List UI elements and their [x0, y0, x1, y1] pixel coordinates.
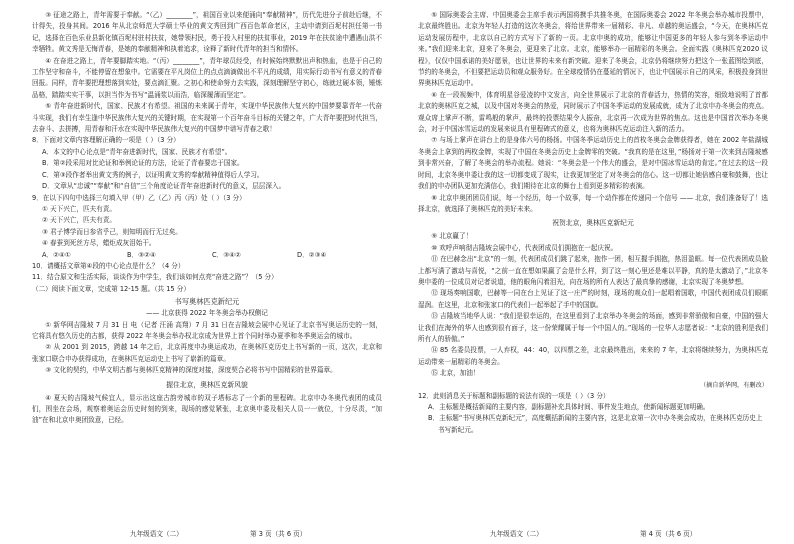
- article-paragraph: ③ 文化的契约，中华文明古都与奥林匹克精神的深度对接，深度契合必将书写中国精彩的世界篇章。: [45, 366, 337, 375]
- article-paragraph: ⑨ 北京赢了！: [431, 232, 473, 241]
- article-paragraph: ⑬ 吉隆坡当地华人说：“我们是很幸运的，在这里看到了北京举办冬奥会的场面，感到非常骄傲和自豪，中国的强大让我们在海外的华人也感到很有面子，这一份荣耀属于每一个中国人的。”现场的一位华人志愿者说：“北京的胜利是我们所有人的骄傲。”: [418, 312, 768, 343]
- page-footer-number: 第 3 页（共 6 页）: [250, 530, 307, 538]
- question-9-option-b: B．③②④: [127, 250, 156, 259]
- left-column: [32, 10, 382, 427]
- page-footer-subject: 九年级语文（二）: [490, 530, 543, 538]
- article-paragraph: ⑫ 现场奏响国歌，巴赫等一同在台上见证了这一庄严的时刻，现场的观众们一起唱着国歌，中国代表团成员们眼眶湿润。在这里，北京和张家口的代表们一起举起了手中的国旗。: [418, 289, 768, 309]
- article-paragraph: ⑭ 85 名委员投票，一人弃权，44：40，以四票之差，北京最终胜出，来来的 7 年，北京将继续努力，为奥林匹克运动带来一届精彩的冬奥会。: [418, 346, 768, 366]
- question-9-option-c: C．③④②: [212, 250, 241, 259]
- article-subheading: 祝贺北京，奥林匹克新纪元: [552, 219, 634, 228]
- paragraph: ③ 征途之路上，青年需要于奉献。“（乙）________”，祖国百业以来便涌向“奉献精神”，历代先进分子前赴后继，不计得失，投身其间。2016 年从北京师范大学硕士毕业的黄文秀回到广西百色革命老区，主动申请到百坭村担任第一书记，选择在百色乐业县新化镇百坭村驻村扶贫，她带领村民，勇于投入村里的扶贫事业，2019 年在扶贫途中遭遇山洪不幸牺牲。黄文秀是无悔青春，是她的奉献精神和执着追求，诠释了新时代青年的担当和情怀。: [32, 11, 382, 54]
- question-8-stem: 8．下面对文章内容理解正确的一项是（ ）（3 分）: [32, 136, 180, 145]
- question-9-stem: 9．在以下四句中选择三句填入甲（甲）乙（乙）丙（丙）处（ ）（3 分）: [32, 193, 246, 202]
- question-9-line: ② 天下兴亡，匹夫有责。: [42, 216, 116, 225]
- article-subheading: 握住北京，奥林匹克新风貌: [166, 380, 248, 389]
- article-source: （摘自新华网，有删改）: [699, 381, 768, 389]
- question-8-option-b: B．第②段采用对比论证和举例论证的方法，论证了青春要忠于国家。: [42, 159, 244, 168]
- section-heading: （二）阅读下面文章，完成第 12-15 题。（共 15 分）: [32, 284, 190, 293]
- question-8-option-d: D．文章从“忠诚”“奉献”和“自信”三个角度论证青年奋进新时代的意义，层层深入。: [42, 182, 286, 191]
- article-paragraph: ⑦ 与场上掌声在讲台上的是身体六号的杨扬。中国冬季运动历史上的首枚冬奥会金牌获得者，她在 2002 年盐湖城冬奥会上拿到的两枚金牌，实现了中国在冬奥会历史上金牌零的突破。“我真的是在这里，”杨扬对于第一次来到吉隆坡感到非常兴奋，了解了冬奥会的举办流程。她说：“冬奥会是一个伟大的盛会，是对中国冰雪运动的肯定。”在过去的这一段时间，北京冬奥申委让我的这一切都变成了现实，让我更加坚定了对冬奥会的信心。这一切都让她倍感自豪和鼓舞，也让我们的申办团队更加充满信心，我们期待在北京的舞台上看到更多精彩的表演。: [418, 136, 768, 191]
- question-12-stem: 12．此则消息关于标题和副标题的说法有误的一项是（ ）（3 分）: [418, 391, 610, 400]
- paragraph: ④ 在奋进之路上，青年要脚踏实地。“（丙）________”，青年球员经受，有时候始终默默出声和热血，也是于自己的工作坚守和奋斗，不能停留在想象中。它需要在平凡岗位上的点点滴滴做出不平凡的成绩，用实际行动书写有意义的青春回报。同样，青年要把理想落到实处，要点滴汇聚。之初心和使命努力去实践，深刻理解坚守初心，练就过硬本领，锤炼品格，踏踏实实干事，以担当作为书写“温涌浆以而浩，临深履薄而坚定”。: [32, 56, 382, 99]
- page-footer-subject: 九年级语文（二）: [130, 530, 183, 538]
- question-9-line: ① 天下兴亡，匹夫有责。: [42, 204, 116, 213]
- article-subtitle: —— 北京获得 2022 年冬奥会举办权侧记: [146, 309, 268, 318]
- question-9-options: [32, 250, 382, 261]
- right-column: [418, 10, 768, 436]
- question-9-option-a: A．②④①: [42, 250, 71, 259]
- article-paragraph: ⑩ 欢呼声响彻吉隆坡会展中心，代表团成员们拥抱在一起庆祝。: [431, 243, 618, 252]
- question-9-line: ③ 君子博学而日参省乎己，则知明而行无过矣。: [42, 227, 182, 236]
- page-footer-number: 第 4 页（共 6 页）: [640, 530, 697, 538]
- article-paragraph: ① 新华网吉隆坡 7 月 31 日 电（记者 汪涌 高翔）7 月 31 日在吉隆坡会展中心见证了北京书写奥运历史的一刻，它将具有悠久历史的古都，获得 2022 年冬奥会举办权北京成为世界上首个同时举办夏季和冬季奥运会的城市。: [32, 320, 382, 340]
- article-paragraph: ⑪ 在巴赫念出“北京”的一刻，代表团成员们跳了起来，抱作一团，相互握手拥抱，热泪盈眶。每一位代表团成员脸上都写满了激动与喜悦，“之前一直在想如果赢了会是什么样，到了这一刻心里还是难以平静，真的是太激动了，”北京冬奥申委的一位成员对记者说道，他的眼角闪着泪光，向在场的所有人表达了最真挚的感谢，北京实现了冬奥梦想。: [418, 255, 768, 286]
- article-paragraph: ④ 夏天的吉隆坡气候宜人，显示出这座古韵旁城市的双子塔标志了一个新的里程碑。北京申办冬奥代表团的成员们，围坐在会场，观察着奥运会历史时刻的到来，现场的感觉紧张，北京奥申委及相关人员一一就位，十分尽责，“加油”在和北京申奥团致意，已经。: [32, 393, 382, 425]
- paragraph: ⑤ 青年奋进新时代，国家、民族才有希望。祖国的未来属于青年，实现中华民族伟大复兴的中国梦要靠青年一代奋斗实现，我们有幸生逢中华民族伟大复兴的关键时期，在实现第一个百年奋斗目标的关键之年，广大青年要把时代担当，去奋斗、去拼搏，用青春和汗水在实现中华民族伟大复兴的中国梦中谱写青春之歌！: [32, 102, 382, 134]
- question-11: 11．结合原文和生活实际，谈谈作为中学生，我们该如何点亮“奋进之路”？（5 分）: [32, 273, 278, 282]
- question-8-option-a: A．本文的中心论点是“青年奋进新时代，国家、民族才有希望”。: [42, 147, 232, 156]
- article-paragraph: ⑧ 北京申奥团团员们说，每一个经历，每一个故事，每一个动作都在传递同一个信号 —— 北京，我们准备好了！选择北京，就选择了奥林匹克的美好未来。: [418, 193, 768, 213]
- question-8-option-c: C．第③段作者举出黄文秀的例子，以证明黄文秀的奉献精神值得后人学习。: [42, 170, 264, 179]
- article-paragraph: ⑮ 北京，加油！: [431, 369, 480, 378]
- question-9-line: ④ 春蚕到死丝方尽，蜡炬成灰泪始干。: [42, 239, 156, 248]
- article-paragraph: ② 从 2001 到 2015，跨越 14 年之后，北京再度申办奥运成功，在奥林匹克历史上书写新的一页，这次，北京和张家口联合申办获得成功，在奥林匹克运动史上书写了崭新的篇章。: [32, 343, 382, 363]
- article-paragraph: ⑥ 在一段视频中，体育明星谷爱凌的中文发言，向全世界展示了北京的青春活力，热情的笑容，细致地说明了首都北京的奥林匹克之城，以及中国对冬奥会的热爱，同时展示了中国冬季运动的发展成就，成为了北京申办冬奥会的亮点。观众席上掌声不断，雷鸣般的掌声，最终的投票结果令人振奋，北京再一次成为世界的焦点。这也是中国首次举办冬奥会，对于中国冰雪运动的发展来说具有里程碑式的意义，也将为奥林匹克运动注入新的活力。: [418, 90, 768, 134]
- question-12-option-a: A．主标题是概括新闻的主要内容，副标题补充具体时间、事件发生地点，使新闻标题更加明确。: [428, 403, 710, 411]
- article-paragraph: ⑤ 国际奥委会主席、中国奥委会主席手表示两国将携手共推冬奥，在国际奥委会 2022 年冬奥会举办城市投票中，北京最终胜出。北京为年轻人打造的这次冬奥会，将给世界带来一届精彩、非凡、卓越的奥运盛会，“今天，在奥林匹克运动发展历程中，北京以自己的方式写下了新的一页。北京申奥的成功，能够让中国更多的年轻人参与到冬季运动中来。”我们迎来北京，迎来了冬奥会，更迎来了北京。北京，能够举办一届精彩的冬奥会。全面实践《奥林匹克2020 议程》，仅仅中国承诺的美好愿景，也让世界的未来有新突破。迎来了冬奥会，北京仍将继续努力把这个一张蓝图绘到底，节约的冬奥会，不但要把运动员和观众服务好。在全球疫情仍在蔓延的情况下，也让中国展示自己的风采，积极投身到世界奥林匹克运动中。: [418, 11, 768, 88]
- question-12-option-b: B．主标题“书写奥林匹克新纪元”，高度概括新闻的主要内容，这是北京第一次申办冬奥会成功，在奥林匹克历史上书写新纪元。: [428, 414, 763, 434]
- article-title: 书写奥林匹克新纪元: [174, 297, 240, 307]
- question-10: 10．请概括文章第④段的中心论点是什么？（4 分）: [32, 261, 185, 270]
- question-9-option-d: D．②③④: [297, 250, 327, 259]
